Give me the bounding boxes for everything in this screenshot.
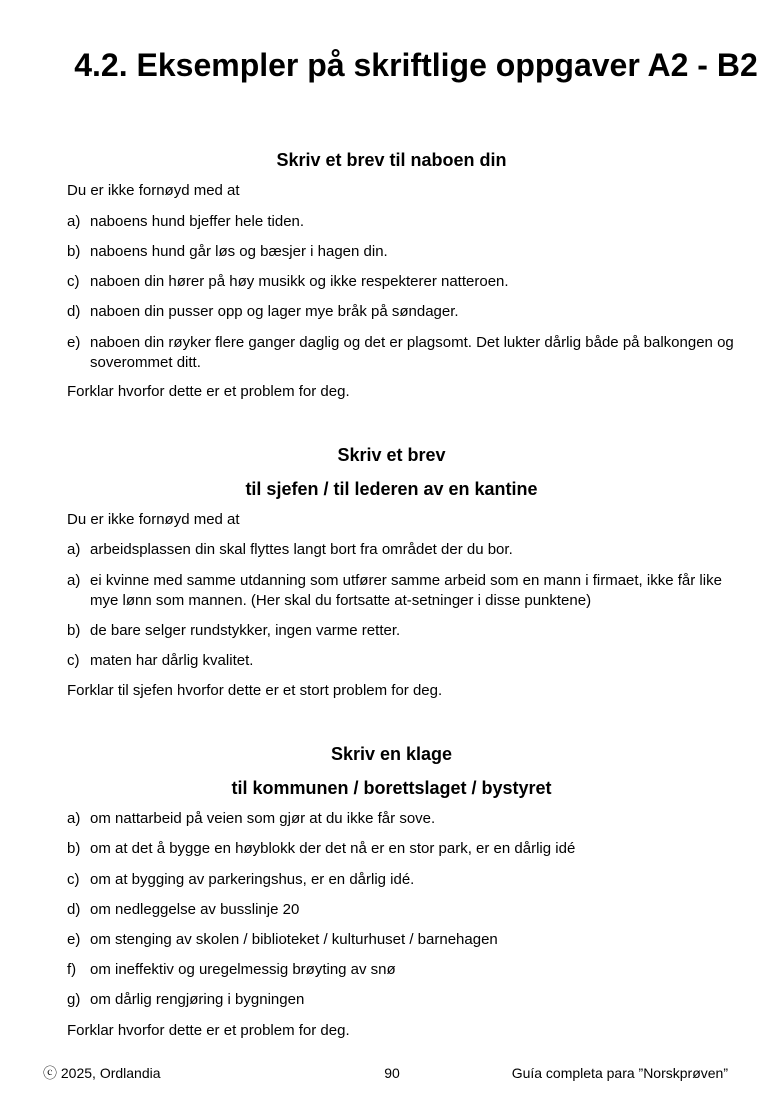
item-marker: e) xyxy=(67,334,81,351)
section-1-item xyxy=(67,242,737,262)
footer-book-title: Guía completa para ”Norskprøven” xyxy=(511,1065,728,1081)
item-marker: c) xyxy=(67,871,80,888)
item-marker: b) xyxy=(67,840,81,857)
section-1-item xyxy=(67,272,737,292)
item-marker: a) xyxy=(67,541,81,558)
section-3-item xyxy=(67,900,737,920)
page-title: 4.2. Eksempler på skriftlige oppgaver A2 - B2 xyxy=(74,47,758,83)
item-text: om nattarbeid på veien som gjør at du ikke får sove. xyxy=(90,810,436,827)
item-marker: b) xyxy=(67,243,81,260)
item-marker: b) xyxy=(67,622,81,639)
section-2-intro: Du er ikke fornøyd med at xyxy=(67,511,240,528)
footer-copyright: ⓒ 2025, Ordlandia xyxy=(43,1065,161,1081)
section-3-subheading: til kommunen / borettslaget / bystyret xyxy=(231,778,552,798)
section-2-subheading: til sjefen / til lederen av en kantine xyxy=(245,479,538,499)
item-marker: a) xyxy=(67,213,81,230)
item-text: naboens hund går løs og bæsjer i hagen din. xyxy=(90,243,388,260)
item-text: naboen din røyker flere ganger daglig og det er plagsomt. Det lukter dårlig både på balkongen og soverommet ditt. xyxy=(90,334,734,371)
section-2-item xyxy=(67,651,737,671)
item-text: maten har dårlig kvalitet. xyxy=(90,652,254,669)
section-3-outro: Forklar hvorfor dette er et problem for deg. xyxy=(67,1022,350,1039)
item-marker: a) xyxy=(67,810,81,827)
footer-page-number: 90 xyxy=(384,1065,400,1081)
item-marker: c) xyxy=(67,652,80,669)
item-text: om at bygging av parkeringshus, er en dårlig idé. xyxy=(90,871,415,888)
item-text: ei kvinne med samme utdanning som utfører samme arbeid som en mann i firmaet, ikke får like mye lønn som mannen. (Her skal du fortsatte at-setninger i disse punktene) xyxy=(90,572,722,609)
item-text: de bare selger rundstykker, ingen varme retter. xyxy=(90,622,401,639)
item-text: naboens hund bjeffer hele tiden. xyxy=(90,213,305,230)
section-2-item xyxy=(67,621,737,641)
item-text: naboen din pusser opp og lager mye bråk på søndager. xyxy=(90,303,459,320)
section-3-item xyxy=(67,839,737,859)
item-marker: e) xyxy=(67,931,81,948)
item-marker: a) xyxy=(67,572,81,589)
section-3-item xyxy=(67,990,737,1010)
section-2-item xyxy=(67,571,737,611)
item-text: om nedleggelse av busslinje 20 xyxy=(90,901,300,918)
item-text: naboen din hører på høy musikk og ikke respekterer natteroen. xyxy=(90,273,509,290)
item-marker: d) xyxy=(67,303,81,320)
section-3-item xyxy=(67,870,737,890)
item-marker: d) xyxy=(67,901,81,918)
section-1-item xyxy=(67,302,737,322)
section-1-outro: Forklar hvorfor dette er et problem for deg. xyxy=(67,383,350,400)
section-3-heading: Skriv en klage xyxy=(330,744,453,764)
section-2-heading: Skriv et brev xyxy=(337,445,446,465)
section-1-item xyxy=(67,333,737,373)
section-3-item xyxy=(67,809,737,829)
item-marker: g) xyxy=(67,991,81,1008)
item-text: om at det å bygge en høyblokk der det nå er en stor park, er en dårlig idé xyxy=(90,840,576,857)
item-text: om ineffektiv og uregelmessig brøyting av snø xyxy=(90,961,396,978)
item-text: om dårlig rengjøring i bygningen xyxy=(90,991,305,1008)
item-marker: c) xyxy=(67,273,80,290)
item-text: arbeidsplassen din skal flyttes langt bort fra området der du bor. xyxy=(90,541,513,558)
section-3-item xyxy=(67,960,737,980)
section-1-item xyxy=(67,212,737,232)
section-2-outro: Forklar til sjefen hvorfor dette er et stort problem for deg. xyxy=(67,682,443,699)
section-2-item xyxy=(67,540,737,560)
section-1-intro: Du er ikke fornøyd med at xyxy=(67,182,240,199)
item-marker: f) xyxy=(67,961,77,978)
section-1-heading: Skriv et brev til naboen din xyxy=(276,150,507,170)
section-3-item xyxy=(67,930,737,950)
item-text: om stenging av skolen / biblioteket / kulturhuset / barnehagen xyxy=(90,931,498,948)
